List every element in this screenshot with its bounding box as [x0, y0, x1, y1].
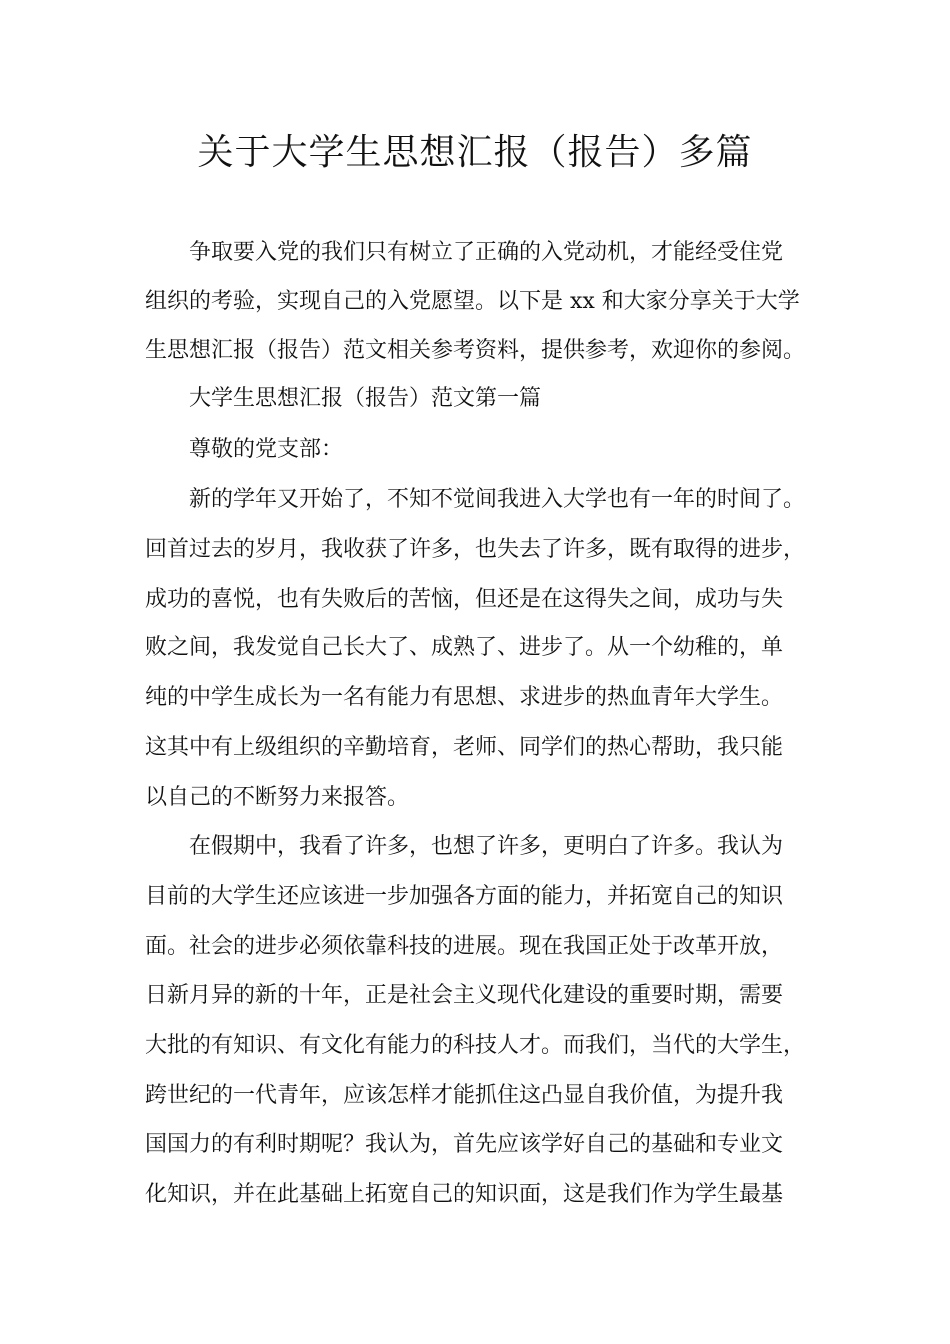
paragraph-line: 组织的考验，实现自己的入党愿望。以下是 xx 和大家分享关于大学	[145, 289, 800, 314]
paragraph-line: 跨世纪的一代青年，应该怎样才能抓住这凸显自我价值，为提升我	[145, 1083, 784, 1108]
salutation: 尊敬的党支部：	[189, 437, 344, 462]
paragraph-line: 纯的中学生成长为一名有能力有思想、求进步的热血青年大学生。	[145, 685, 784, 710]
paragraph-line: 这其中有上级组织的辛勤培育，老师、同学们的热心帮助，我只能	[145, 735, 784, 760]
paragraph-line: 成功的喜悦，也有失败后的苦恼，但还是在这得失之间，成功与失	[145, 587, 784, 612]
paragraph-line: 化知识，并在此基础上拓宽自己的知识面，这是我们作为学生最基	[145, 1182, 784, 1207]
paragraph-line: 生思想汇报（报告）范文相关参考资料，提供参考，欢迎你的参阅。	[145, 338, 806, 363]
paragraph-line: 新的学年又开始了，不知不觉间我进入大学也有一年的时间了。	[189, 487, 806, 512]
paragraph-line: 日新月异的新的十年，正是社会主义现代化建设的重要时期，需要	[145, 983, 784, 1008]
section-heading: 大学生思想汇报（报告）范文第一篇	[189, 386, 542, 411]
paragraph-line: 国国力的有利时期呢？我认为，首先应该学好自己的基础和专业文	[145, 1132, 784, 1157]
paragraph-line: 面。社会的进步必须依靠科技的进展。现在我国正处于改革开放，	[145, 934, 784, 959]
paragraph-line: 回首过去的岁月，我收获了许多，也失去了许多，既有取得的进步，	[145, 537, 806, 562]
paragraph-line: 在假期中，我看了许多，也想了许多，更明白了许多。我认为	[189, 834, 784, 859]
document-title: 关于大学生思想汇报（报告）多篇	[197, 132, 753, 173]
paragraph-line: 大批的有知识、有文化有能力的科技人才。而我们，当代的大学生，	[145, 1033, 806, 1058]
paragraph-line: 败之间，我发觉自己长大了、成熟了、进步了。从一个幼稚的，单	[145, 635, 784, 660]
paragraph-line: 以自己的不断努力来报答。	[145, 785, 410, 810]
paragraph-line: 目前的大学生还应该进一步加强各方面的能力，并拓宽自己的知识	[145, 884, 784, 909]
paragraph-line: 争取要入党的我们只有树立了正确的入党动机，才能经受住党	[189, 240, 784, 265]
